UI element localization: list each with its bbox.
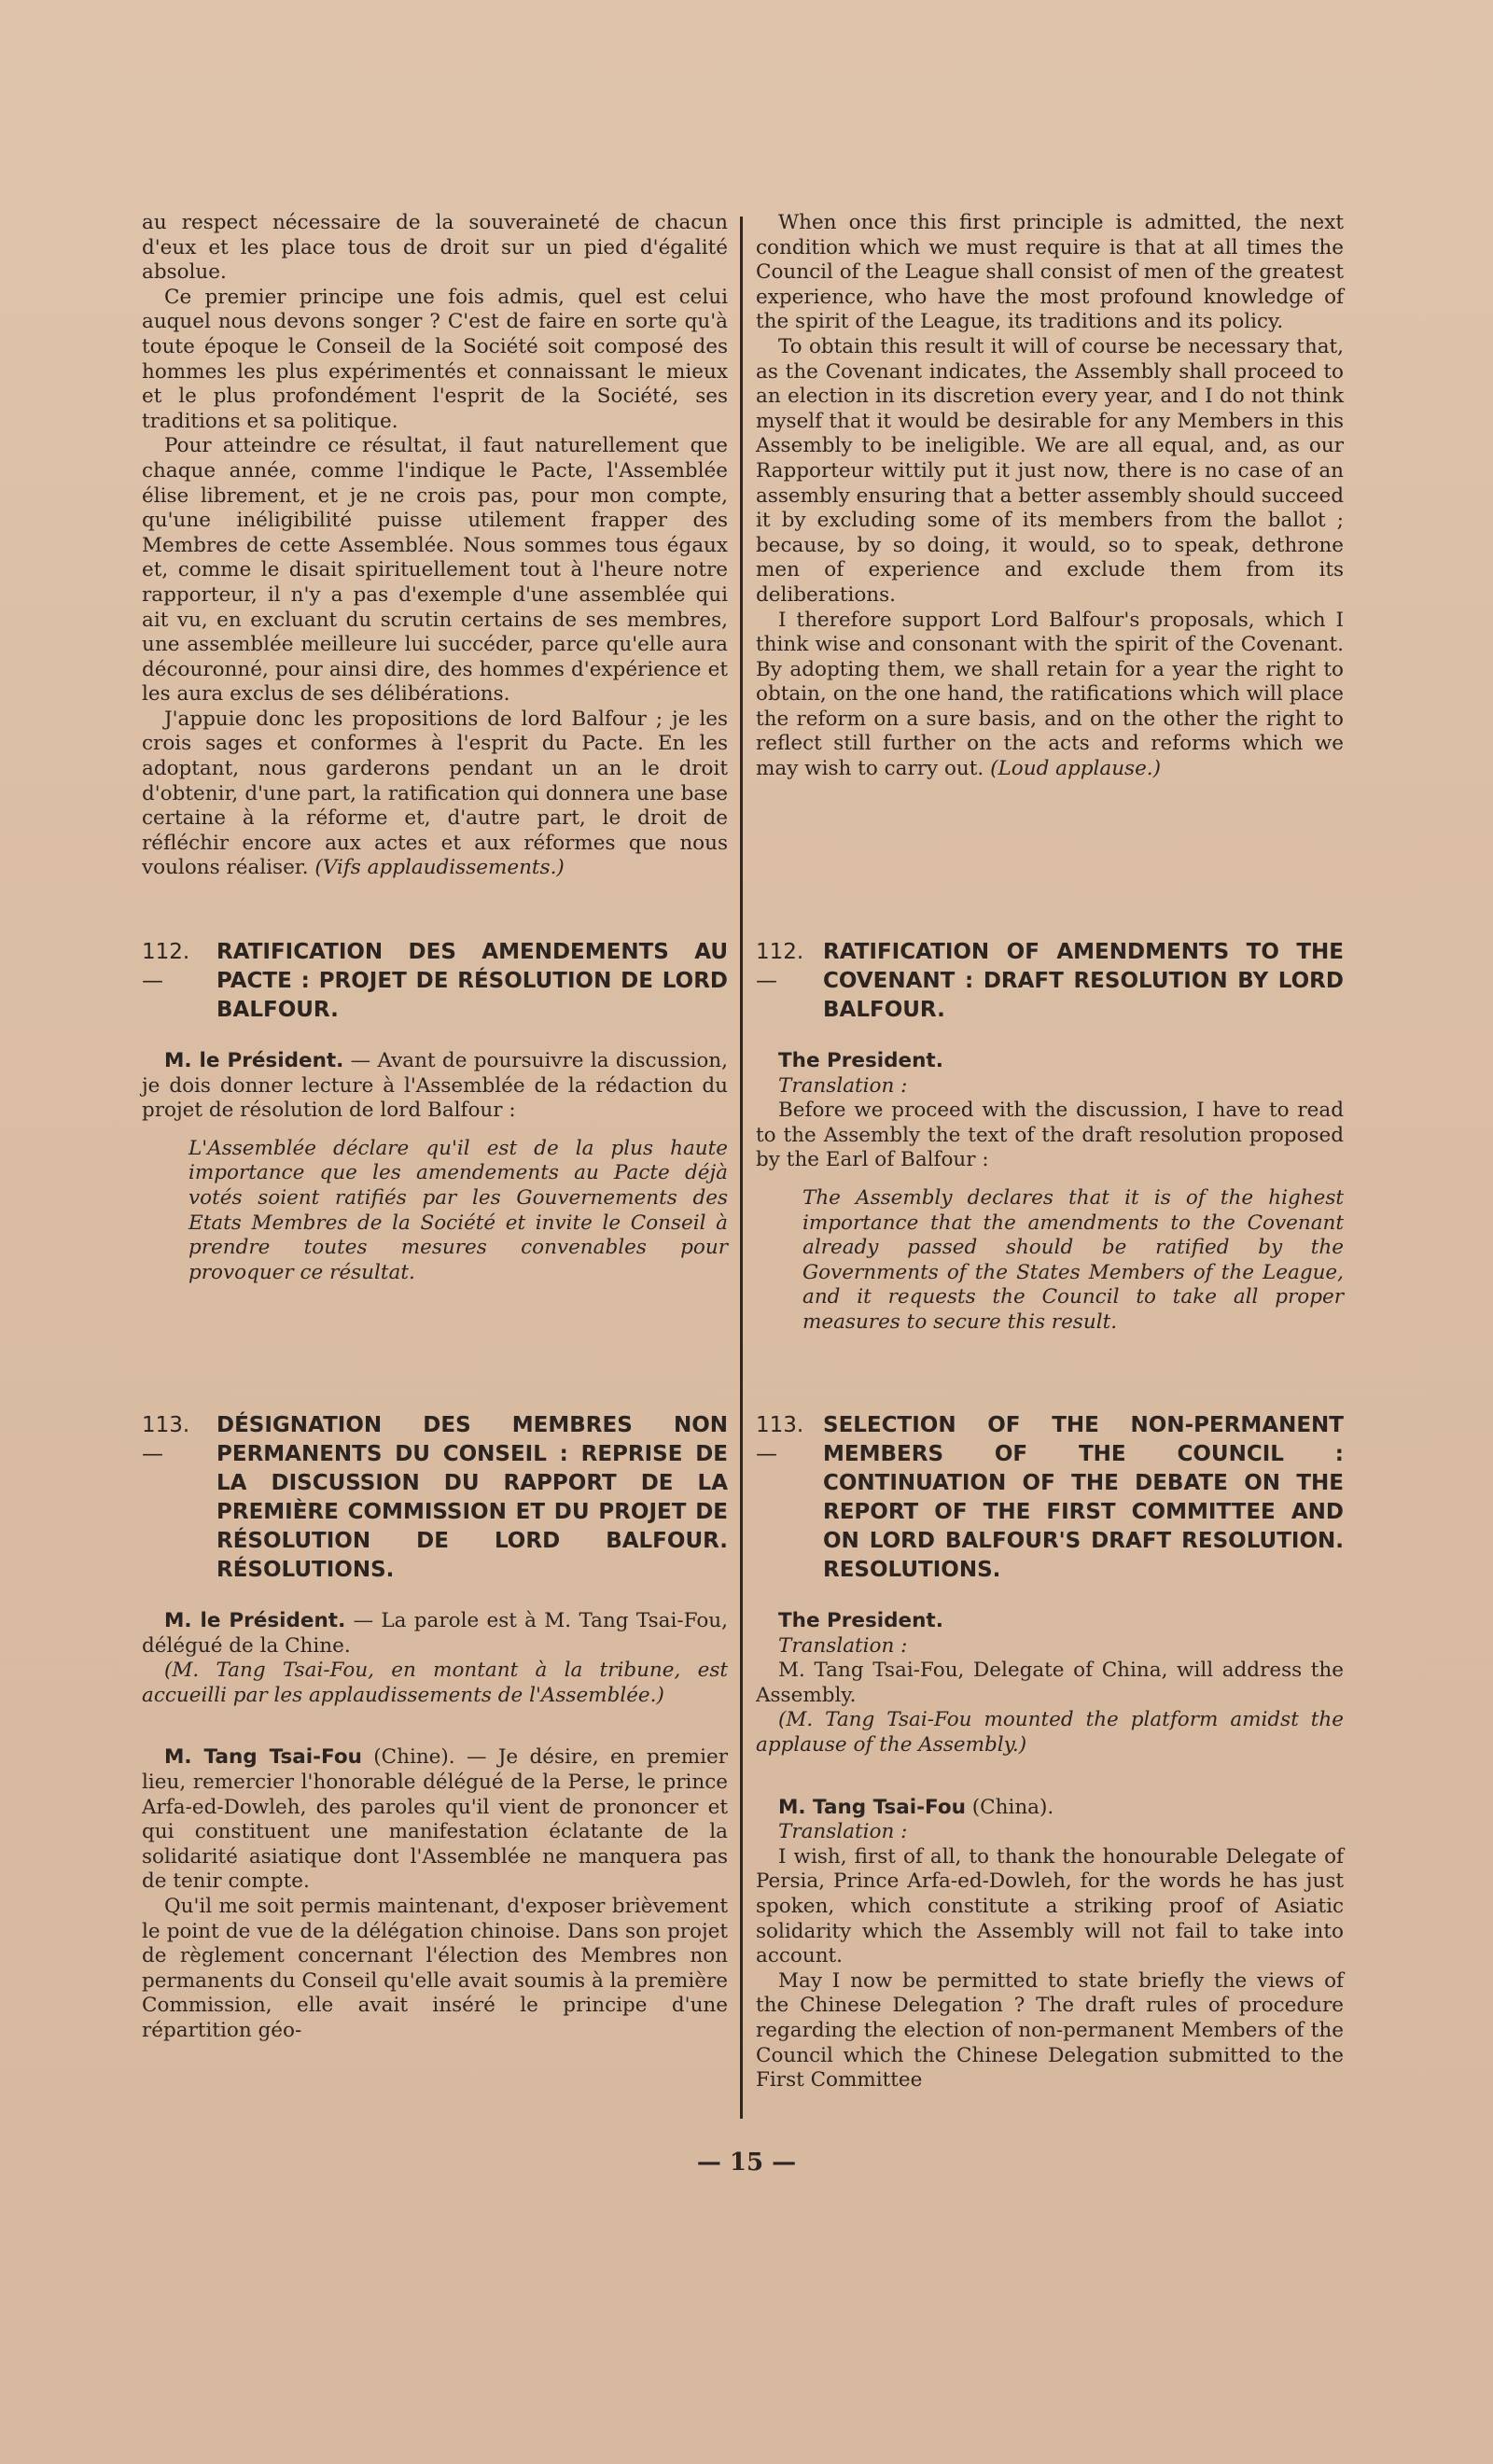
- left-s113-statement: [142, 1609, 728, 1659]
- left-intro-para-4: [142, 707, 728, 881]
- english-column: [756, 211, 1344, 782]
- left-intro-para-1: au respect nécessaire de la souveraineté de chacun d'eux et les place tous de droit sur un pied d'égalité absolue.: [142, 211, 728, 285]
- left-tang-para-1: [142, 1745, 728, 1895]
- right-section-112-heading: [756, 938, 1344, 1025]
- right-s112-text: Before we proceed with the discussion, I have to read to the Assembly the text of the draft resolution proposed by the Earl of Balfour :: [756, 1099, 1344, 1172]
- right-section-113-title: SELECTION OF THE NON-PERMANENT MEMBERS OF THE COUNCIL : CONTINUATION OF THE DEBATE ON THE REPORT OF THE FIRST COMMITTEE AND ON LORD BALFOUR'S DRAFT RESOLUTION. RESOLUTIONS.: [823, 1413, 1344, 1582]
- left-intro-para-2: Ce premier principe une fois admis, quel est celui auquel nous devons songer ? C'est de faire en sorte qu'à toute époque le Conseil de la Société soit composé des hommes les plus expérimentés et connaissant le mieux et le plus profondément l'esprit de la Société, ses traditions et sa politique.: [142, 285, 728, 433]
- left-section-113-number: 113. —: [142, 1413, 190, 1466]
- left-s113-text: — La parole est à M. Tang Tsai-Fou, délégué de la Chine.: [142, 1609, 728, 1658]
- right-section-113-heading: [756, 1411, 1344, 1585]
- right-s112-speaker: The President.: [778, 1049, 943, 1072]
- left-intro-para-3: Pour atteindre ce résultat, il faut naturellement que chaque année, comme l'indique le Pacte, l'Assemblée élise librement, et je ne crois pas, pour mon compte, qu'une inéligibilité puisse utilement frapper des Membres de cette Assemblée. Nous sommes tous égaux et, comme le disait spirituellement tout à l'heure notre rapporteur, il n'y a pas d'exemple d'une assemblée qui ait vu, en excluant du scrutin certains de ses membres, une assemblée meilleure lui succéder, parce qu'elle aura découronné, pour ainsi dire, des hommes d'expérience et les aura exclus de ses délibérations.: [142, 434, 728, 707]
- right-applause: (Loud applause.): [990, 757, 1162, 781]
- french-column: [142, 211, 728, 881]
- left-s113-stage-direction: (M. Tang Tsai-Fou, en montant à la tribune, est accueilli par les applaudissements de l'Assemblée.): [142, 1659, 728, 1707]
- right-s113-text: M. Tang Tsai-Fou, Delegate of China, will address the Assembly.: [756, 1659, 1344, 1707]
- left-section-113: [142, 1411, 728, 2044]
- left-tang-text-1: Je désire, en premier lieu, remercier l'honorable délégué de la Perse, le prince Arfa-ed-Dowleh, des paroles qu'il vient de prononcer et qui constituent une manifestation éclatante de la solidarité asiatique dont l'Assemblée ne manquera pas de tenir compte.: [142, 1745, 728, 1894]
- left-section-112-title: RATIFICATION DES AMENDEMENTS AU PACTE : PROJET DE RÉSOLUTION DE LORD BALFOUR.: [216, 940, 728, 1022]
- right-s113-speaker-line: [756, 1609, 1344, 1634]
- right-section-112-title: RATIFICATION OF AMENDMENTS TO THE COVENANT : DRAFT RESOLUTION BY LORD BALFOUR.: [823, 940, 1344, 1022]
- right-section-113-number: 113.—: [756, 1413, 804, 1466]
- column-divider: [740, 217, 743, 2119]
- left-section-112: [142, 938, 728, 1285]
- right-intro-para-2: To obtain this result it will of course be necessary that, as the Covenant indicates, the Assembly shall proceed to an election in its discretion every year, and I do not think myself that it would be desirable for any Members in this Assembly to be ineligible. We are all equal, and, as our Rapporteur wittily put it just now, there is no case of an assembly ensuring that a better assembly should succeed it by excluding some of its members from the ballot ; because, by so doing, it would, so to speak, dethrone men of experience and exclude them from its deliberations.: [756, 334, 1344, 607]
- right-intro-para-3: [756, 609, 1344, 782]
- left-s112-statement: [142, 1049, 728, 1124]
- left-applause: (Vifs applaudissements.): [314, 856, 565, 880]
- left-section-113-heading: [142, 1411, 728, 1585]
- right-tang-speaker: M. Tang Tsai-Fou: [778, 1795, 966, 1819]
- left-tang-speaker: M. Tang Tsai-Fou: [164, 1745, 362, 1770]
- right-s112-speaker-line: [756, 1049, 1344, 1074]
- right-s113-stage-direction: (M. Tang Tsai-Fou mounted the platform amidst the applause of the Assembly.): [756, 1708, 1344, 1757]
- left-s112-text: — Avant de poursuivre la discussion, je dois donner lecture à l'Assemblée de la rédaction du projet de résolution de lord Balfour :: [142, 1049, 728, 1123]
- left-section-112-number: 112. —: [142, 940, 190, 993]
- left-section-113-title: DÉSIGNATION DES MEMBRES NON PERMANENTS DU CONSEIL : REPRISE DE LA DISCUSSION DU RAPPORT DE LA PREMIÈRE COMMISSION ET DU PROJET DE RÉSOLUTION DE LORD BALFOUR. RÉSOLUTIONS.: [216, 1413, 728, 1582]
- right-intro-para-3-text: I therefore support Lord Balfour's proposals, which I think wise and consonant with the spirit of the Covenant. By adopting them, we shall retain for a year the right to obtain, on the one hand, the ratifications which will place the reform on a sure basis, and on the other the right to reflect still further on the acts and reforms which we may wish to carry out.: [756, 608, 1344, 781]
- right-section-112: [756, 938, 1344, 1336]
- right-s113-translation-label: Translation :: [778, 1633, 908, 1658]
- right-tang-para-2: May I now be permitted to state briefly the views of the Chinese Delegation ? The draft rules of procedure regarding the election of non-permanent Members of the Council which the Chinese Delegation submitted to the First Committee: [756, 1968, 1344, 2093]
- page-number: — 15 —: [696, 2149, 797, 2177]
- left-tang-para-2: Qu'il me soit permis maintenant, d'exposer brièvement le point de vue de la délégation chinoise. Dans son projet de règlement concernant l'élection des Membres non permanents du Conseil qu'elle avait soumis à la première Commission, elle avait inséré le principe d'une répartition géo-: [142, 1894, 728, 2042]
- left-tang-country: (Chine). —: [361, 1745, 498, 1770]
- right-tang-translation-label: Translation :: [778, 1820, 908, 1844]
- right-s112-quote: The Assembly declares that it is of the highest importance that the amendments to the Covenant already passed should be ratified by the Governments of the States Members of the League, and it requests the Council to take all proper measures to secure this result.: [802, 1185, 1344, 1334]
- right-tang-country: (China).: [965, 1795, 1054, 1819]
- right-section-113: [756, 1411, 1344, 2093]
- right-s112-translation-label: Translation :: [778, 1073, 908, 1098]
- right-intro-para-1: When once this first principle is admitted, the next condition which we must require is that at all times the Council of the League shall consist of men of the greatest experience, who have the most profound knowledge of the spirit of the League, its traditions and its policy.: [756, 211, 1344, 334]
- left-s112-quote: L'Assemblée déclare qu'il est de la plus haute importance que les amendements au Pacte déjà votés soient ratifiés par les Gouvernements des Etats Membres de la Société et invite le Conseil à prendre toutes mesures convenables pour provoquer ce résultat.: [188, 1136, 728, 1284]
- left-intro-para-4-text: J'appuie donc les propositions de lord Balfour ; je les crois sages et conformes à l'esprit du Pacte. En les adoptant, nous garderons pendant un an le droit d'obtenir, d'une part, la ratification qui donnera une base certaine à la réforme et, d'autre part, le droit de réfléchir encore aux actes et aux réformes que nous voulons réaliser.: [142, 707, 728, 880]
- right-section-112-number: 112.—: [756, 940, 804, 993]
- left-s112-speaker: M. le Président.: [164, 1049, 344, 1072]
- right-tang-para-1: I wish, first of all, to thank the honourable Delegate of Persia, Prince Arfa-ed-Dowleh, for the words he has just spoken, which constitute a striking proof of Asiatic solidarity which the Assembly will not fail to take into account.: [756, 1844, 1344, 1968]
- left-section-112-heading: [142, 938, 728, 1025]
- left-s113-speaker: M. le Président.: [164, 1609, 346, 1632]
- right-tang-speaker-line: [756, 1796, 1344, 1821]
- right-s113-speaker: The President.: [778, 1609, 943, 1632]
